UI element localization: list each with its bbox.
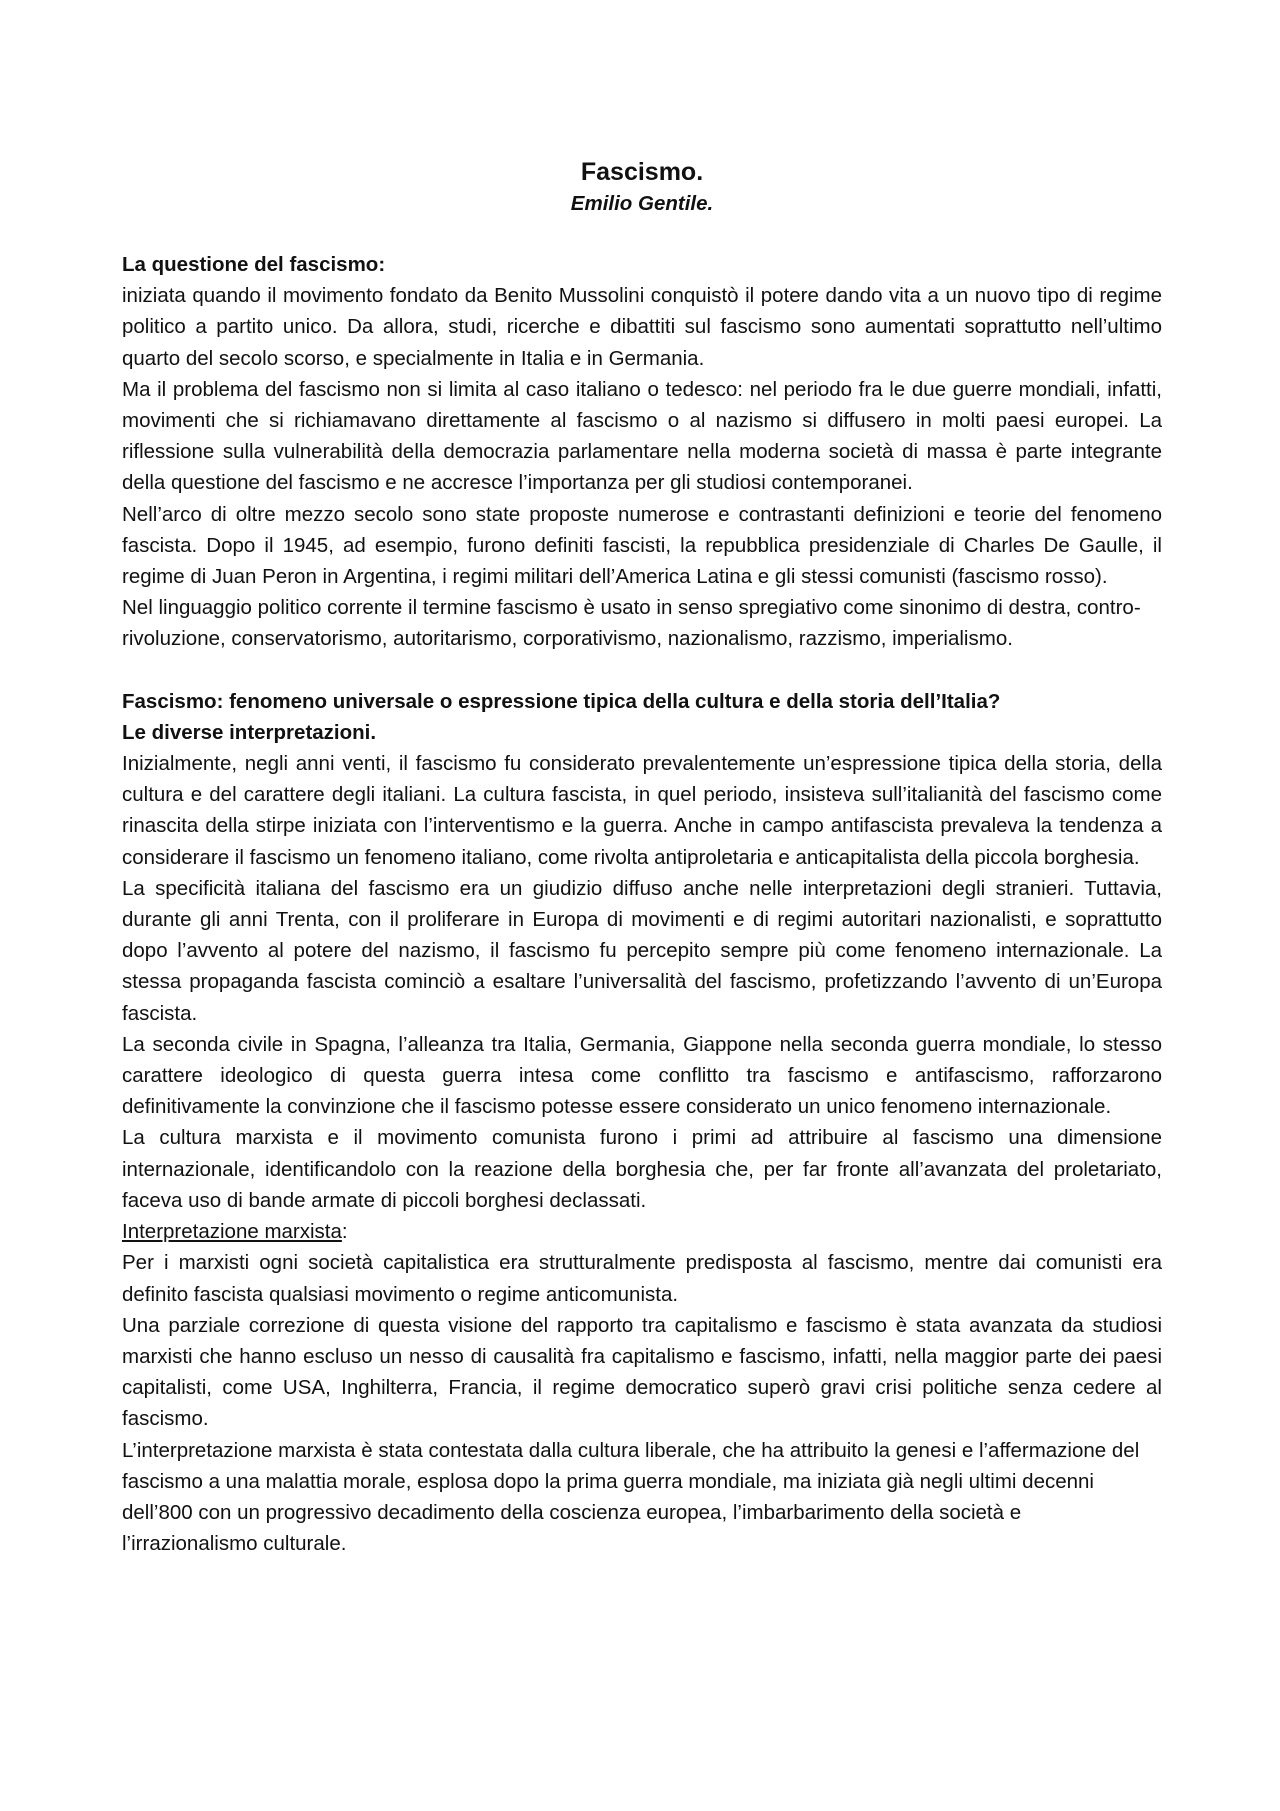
paragraph: Per i marxisti ogni società capitalistica era strutturalmente predisposta al fascismo, mentre dai comunisti era definito fascista qualsiasi movimento o regime anticomunista. [122, 1251, 1162, 1306]
paragraph: Nell’arco di oltre mezzo secolo sono state proposte numerose e contrastanti definizioni e teorie del fenomeno fascista. Dopo il 1945, ad esempio, furono definiti fascisti, la repubblica presidenziale di Charles De Gaulle, il regime di Juan Peron in Argentina, i regimi militari dell’America Latina e gli stessi comunisti (fascismo rosso). [122, 502, 1162, 589]
section-heading-interpretazioni: Le diverse interpretazioni. [122, 720, 377, 744]
paragraph: Nel linguaggio politico corrente il termine fascismo è usato in senso spregiativo come sinonimo di destra, contro-rivoluzione, conservatorismo, autoritarismo, corporativismo, nazionalismo, razzismo, imperialismo. [122, 596, 1141, 651]
paragraph: La specificità italiana del fascismo era un giudizio diffuso anche nelle interpretazioni degli stranieri. Tuttavia, durante gli anni Trenta, con il proliferare in Europa di movimenti e di regimi autoritari nazionalisti, e soprattutto dopo l’avvento al potere del nazismo, il fascismo fu percepito sempre più come fenomeno internazionale. La stessa propaganda fascista cominciò a esaltare l’universalità del fascismo, profetizzando l’avvento di un’Europa fascista. [122, 876, 1162, 1025]
document-author: Emilio Gentile. [570, 192, 714, 215]
paragraph: Inizialmente, negli anni venti, il fascismo fu considerato prevalentemente un’espressione tipica della storia, della cultura e del carattere degli italiani. La cultura fascista, in quel periodo, insisteva sull’italianità del fascismo come rinascita della stirpe iniziata con l’interventismo e la guerra. Anche in campo antifascista prevaleva la tendenza a considerare il fascismo un fenomeno italiano, come rivolta antiproletaria e anticapitalista della piccola borghesia. [122, 752, 1162, 869]
paragraph: L’interpretazione marxista è stata contestata dalla cultura liberale, che ha attribuito la genesi e l’affermazione del fascismo a una malattia morale, esplosa dopo la prima guerra mondiale, ma iniziata già negli ultimi decenni dell’800 con un progressivo decadimento della coscienza europea, l’imbarbarimento della società e l’irrazionalismo culturale. [122, 1438, 1140, 1556]
document-title: Fascismo. [580, 158, 704, 186]
subheading-colon: : [341, 1220, 348, 1244]
section-heading-fenomeno: Fascismo: fenomeno universale o espressione tipica della cultura e della storia dell’Italia? [122, 689, 1001, 713]
section-heading-questione: La questione del fascismo: [122, 253, 386, 276]
paragraph: iniziata quando il movimento fondato da Benito Mussolini conquistò il potere dando vita a un nuovo tipo di regime politico a partito unico. Da allora, studi, ricerche e dibattiti sul fascismo sono aumentati soprattutto nell’ultimo quarto del secolo scorso, e specialmente in Italia e in Germania. [122, 284, 1162, 370]
paragraph: La cultura marxista e il movimento comunista furono i primi ad attribuire al fascismo una dimensione internazionale, identificandolo con la reazione della borghesia che, per far fronte all’avanzata del proletariato, faceva uso di bande armate di piccoli borghesi declassati. [122, 1126, 1162, 1212]
document-page [122, 155, 1162, 1559]
paragraph: Una parziale correzione di questa visione del rapporto tra capitalismo e fascismo è stata avanzata da studiosi marxisti che hanno escluso un nesso di causalità fra capitalismo e fascismo, infatti, nella maggior parte dei paesi capitalisti, come USA, Inghilterra, Francia, il regime democratico superò gravi crisi politiche senza cedere al fascismo. [122, 1313, 1162, 1431]
subheading-marxista-label: Interpretazione marxista [122, 1220, 342, 1244]
subheading-marxista [122, 1216, 1162, 1247]
paragraph: La seconda civile in Spagna, l’alleanza tra Italia, Germania, Giappone nella seconda guerra mondiale, lo stesso carattere ideologico di questa guerra intesa come conflitto tra fascismo e antifascismo, rafforzarono definitivamente la convinzione che il fascismo potesse essere considerato un unico fenomeno internazionale. [122, 1032, 1162, 1119]
section-gap [122, 655, 1162, 686]
paragraph: Ma il problema del fascismo non si limita al caso italiano o tedesco: nel periodo fra le due guerre mondiali, infatti, movimenti che si richiamavano direttamente al fascismo o al nazismo si diffusero in molti paesi europei. La riflessione sulla vulnerabilità della democrazia parlamentare nella moderna società di massa è parte integrante della questione del fascismo e ne accresce l’importanza per gli studiosi contemporanei. [122, 377, 1162, 495]
